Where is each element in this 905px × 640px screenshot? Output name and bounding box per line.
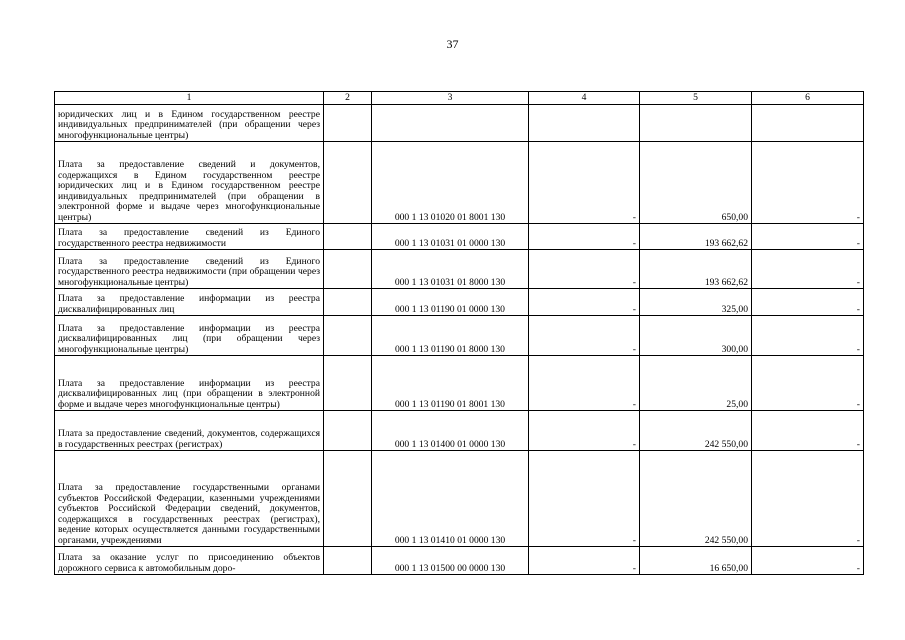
row-col6: - xyxy=(752,356,864,411)
row-col2 xyxy=(324,224,372,250)
row-col6: - xyxy=(752,316,864,356)
row-col2 xyxy=(324,451,372,547)
page-number: 37 xyxy=(446,37,459,51)
header-row xyxy=(55,92,864,105)
column-header-1: 1 xyxy=(55,92,324,105)
row-col4: - xyxy=(529,250,640,289)
row-amount: 325,00 xyxy=(640,289,752,316)
column-header-4: 4 xyxy=(529,92,640,105)
row-col2 xyxy=(324,547,372,575)
row-col4 xyxy=(529,105,640,142)
row-description: Плата за предоставление информации из реестра дисквалифицированных лиц (при обращении в электронной форме и выдаче через многофункциональные центры) xyxy=(55,356,324,411)
row-code: 000 1 13 01410 01 0000 130 xyxy=(372,451,529,547)
row-code: 000 1 13 01190 01 8001 130 xyxy=(372,356,529,411)
table-row xyxy=(55,451,864,547)
row-amount: 242 550,00 xyxy=(640,451,752,547)
row-col2 xyxy=(324,411,372,451)
row-code: 000 1 13 01190 01 0000 130 xyxy=(372,289,529,316)
row-col6 xyxy=(752,105,864,142)
row-description: юридических лиц и в Едином государственном реестре индивидуальных предпринимателей (при обращении через многофункциональные центры) xyxy=(55,105,324,142)
row-code: 000 1 13 01031 01 8000 130 xyxy=(372,250,529,289)
row-amount: 193 662,62 xyxy=(640,250,752,289)
row-col6: - xyxy=(752,250,864,289)
row-description: Плата за предоставление информации из реестра дисквалифицированных лиц xyxy=(55,289,324,316)
row-col2 xyxy=(324,142,372,224)
table-row xyxy=(55,289,864,316)
table-row xyxy=(55,250,864,289)
column-header-3: 3 xyxy=(372,92,529,105)
row-code: 000 1 13 01190 01 8000 130 xyxy=(372,316,529,356)
row-amount xyxy=(640,105,752,142)
row-col2 xyxy=(324,316,372,356)
row-description: Плата за оказание услуг по присоединению объектов дорожного сервиса к автомобильным доро- xyxy=(55,547,324,575)
row-amount: 242 550,00 xyxy=(640,411,752,451)
row-description: Плата за предоставление сведений, документов, содержащихся в государственных реестрах (регистрах) xyxy=(55,411,324,451)
budget-table xyxy=(54,91,864,575)
row-col6: - xyxy=(752,547,864,575)
table-row xyxy=(55,316,864,356)
row-col6: - xyxy=(752,224,864,250)
row-description: Плата за предоставление сведений из Единого государственного реестра недвижимости xyxy=(55,224,324,250)
column-header-5: 5 xyxy=(640,92,752,105)
row-col2 xyxy=(324,289,372,316)
row-col4: - xyxy=(529,356,640,411)
row-code: 000 1 13 01400 01 0000 130 xyxy=(372,411,529,451)
row-col2 xyxy=(324,250,372,289)
row-code: 000 1 13 01500 00 0000 130 xyxy=(372,547,529,575)
row-amount: 16 650,00 xyxy=(640,547,752,575)
row-col4: - xyxy=(529,547,640,575)
row-amount: 193 662,62 xyxy=(640,224,752,250)
row-description: Плата за предоставление сведений из Единого государственного реестра недвижимости (при обращении через многофункциональные центры) xyxy=(55,250,324,289)
row-code xyxy=(372,105,529,142)
row-col4: - xyxy=(529,451,640,547)
table-row xyxy=(55,411,864,451)
row-amount: 650,00 xyxy=(640,142,752,224)
row-description: Плата за предоставление сведений и документов, содержащихся в Едином государственном реестре юридических лиц и в Едином государственном реестре индивидуальных предпринимателей (при обращении в электронной форме и выдаче через многофункциональные центры) xyxy=(55,142,324,224)
table-row xyxy=(55,356,864,411)
row-amount: 300,00 xyxy=(640,316,752,356)
row-col4: - xyxy=(529,224,640,250)
column-header-6: 6 xyxy=(752,92,864,105)
table-row xyxy=(55,547,864,575)
row-col4: - xyxy=(529,316,640,356)
row-col2 xyxy=(324,105,372,142)
table-row xyxy=(55,142,864,224)
row-code: 000 1 13 01031 01 0000 130 xyxy=(372,224,529,250)
row-col6: - xyxy=(752,451,864,547)
row-col6: - xyxy=(752,411,864,451)
column-header-2: 2 xyxy=(324,92,372,105)
row-description: Плата за предоставление информации из реестра дисквалифицированных лиц (при обращении через многофункциональные центры) xyxy=(55,316,324,356)
table-row xyxy=(55,224,864,250)
row-col6: - xyxy=(752,142,864,224)
table-row xyxy=(55,105,864,142)
row-col4: - xyxy=(529,289,640,316)
row-col6: - xyxy=(752,289,864,316)
row-col4: - xyxy=(529,142,640,224)
row-col2 xyxy=(324,356,372,411)
row-col4: - xyxy=(529,411,640,451)
row-amount: 25,00 xyxy=(640,356,752,411)
row-description: Плата за предоставление государственными органами субъектов Российской Федерации, казенными учреждениями субъектов Российской Федерации сведений, документов, содержащихся в государственных реестрах (регистрах), ведение которых осуществляется данными государственными органами, учреждениями xyxy=(55,451,324,547)
row-code: 000 1 13 01020 01 8001 130 xyxy=(372,142,529,224)
